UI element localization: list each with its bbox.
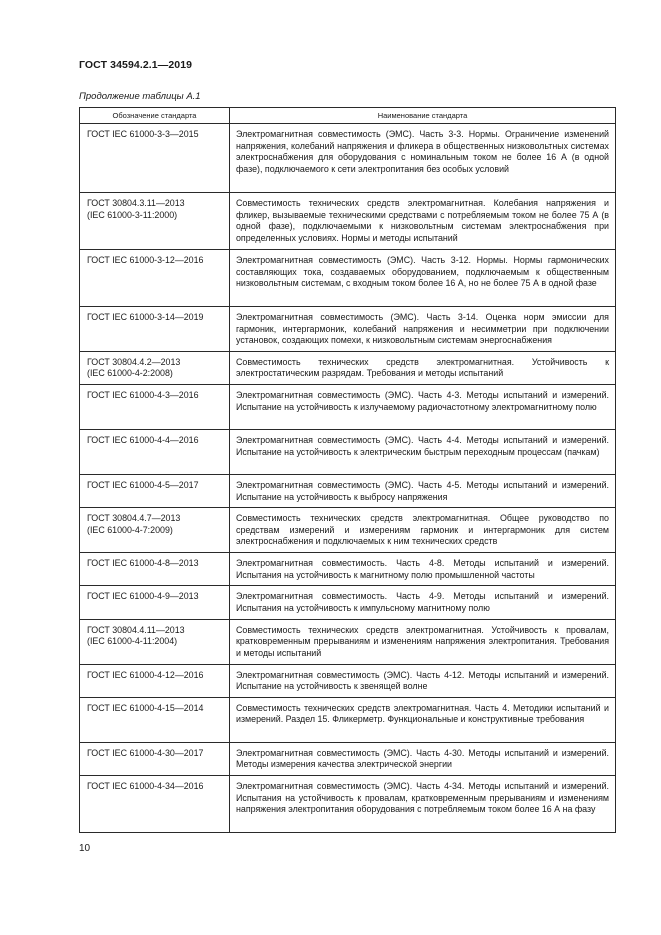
table-row [80,586,616,619]
standard-code-cell [80,508,230,553]
standard-name: Электромагнитная совместимость (ЭМС). Часть 4-5. Методы испытаний и измерений. Испытание на устойчивость к выбросу напряжения [230,474,616,507]
table-row [80,553,616,586]
standard-code: ГОСТ IEC 61000-3-14—2019 [87,312,204,322]
table-row [80,250,616,307]
table-row [80,429,616,474]
standard-name: Электромагнитная совместимость (ЭМС). Часть 4-34. Методы испытаний и измерений. Испытания на устойчивость к провалам, кратковременным прерываниям и изменениям напряжения электропитания оборудования с потребляемым током более 16 А на фазу [230,775,616,832]
standard-name: Электромагнитная совместимость (ЭМС). Часть 3-3. Нормы. Ограничение изменений напряжения, колебаний напряжения и фликера в общественных низковольтных системах электроснабжения для оборудования с номинальным током не более 16 А (в одной фазе), подключаемого к сети электропитания без особых условий [230,124,616,193]
standard-code-iec-equivalent: (IEC 61000-4-2:2008) [87,368,173,379]
page-number: 10 [79,843,91,854]
standard-code-cell [80,586,230,619]
standard-code-iec-equivalent: (IEC 61000-4-11:2004) [87,636,178,647]
column-header-name: Наименование стандарта [230,108,616,124]
standard-code: ГОСТ 30804.4.2—2013 [87,356,181,367]
standard-code: ГОСТ IEC 61000-4-4—2016 [87,434,199,445]
standard-code-cell [80,474,230,507]
standard-code: ГОСТ 30804.4.7—2013 [87,513,181,524]
standard-code-cell [80,193,230,250]
standard-code: ГОСТ IEC 61000-4-15—2014 [87,702,204,713]
standard-code: ГОСТ IEC 61000-4-5—2017 [87,479,199,490]
standard-code-cell [80,384,230,429]
standard-code-cell [80,351,230,384]
table-row [80,307,616,352]
standard-name: Совместимость технических средств электромагнитная. Устойчивость к провалам, кратковременным прерываниям и изменениям напряжения электропитания. Требования и методы испытаний [230,619,616,664]
standard-code: ГОСТ 30804.3.11—2013 [87,198,185,208]
standard-name: Электромагнитная совместимость (ЭМС). Часть 4-3. Методы испытаний и измерений. Испытание на устойчивость к излучаемому радиочастотному электромагнитному полю [230,384,616,429]
standard-code-cell [80,619,230,664]
column-header-designation: Обозначение стандарта [80,108,230,124]
standard-code: ГОСТ IEC 61000-4-12—2016 [87,669,204,680]
standard-code: ГОСТ IEC 61000-4-30—2017 [87,747,204,758]
standard-name: Электромагнитная совместимость. Часть 4-8. Методы испытаний и измерений. Испытания на устойчивость к магнитному полю промышленной частоты [230,553,616,586]
standard-code-cell [80,124,230,193]
standard-name: Электромагнитная совместимость (ЭМС). Часть 4-4. Методы испытаний и измерений. Испытание на устойчивость к электрическим быстрым переходным процессам (пачкам) [230,429,616,474]
standard-code-cell [80,742,230,775]
standard-name: Электромагнитная совместимость (ЭМС). Часть 3-12. Нормы. Нормы гармонических составляющих тока, создаваемых оборудованием, подключаемым к общественным низковольтным системам, с входным током более 16 А, но не более 75 А в одной фазе [230,250,616,307]
standard-code-cell [80,664,230,697]
table-row [80,474,616,507]
table-row [80,193,616,250]
standard-name: Совместимость технических средств электромагнитная. Колебания напряжения и фликер, вызываемые техническими средствами с потребляемым током не более 75 А (в одной фазе), подключаемыми к низковольтным системам электроснабжения при определенных условиях. Нормы и методы испытаний [230,193,616,250]
standard-code: ГОСТ IEC 61000-4-34—2016 [87,780,204,791]
table-row [80,742,616,775]
standard-name: Электромагнитная совместимость (ЭМС). Часть 4-12. Методы испытаний и измерений. Испытание на устойчивость к звенящей волне [230,664,616,697]
table-caption: Продолжение таблицы А.1 [79,91,201,102]
standard-code-cell [80,307,230,352]
standard-name: Совместимость технических средств электромагнитная. Общее руководство по средствам измерений и измерениям гармоник и интергармоник для систем электроснабжения и подключаемых к ним технических средств [230,508,616,553]
table-row [80,351,616,384]
standards-table [79,107,616,833]
standard-code: ГОСТ IEC 61000-3-3—2015 [87,129,199,139]
table-row [80,775,616,832]
document-header: ГОСТ 34594.2.1—2019 [79,59,193,71]
standard-code-iec-equivalent: (IEC 61000-3-11:2000) [87,209,178,220]
standard-code: ГОСТ 30804.4.11—2013 [87,624,185,635]
table-row [80,124,616,193]
table-row [80,508,616,553]
table-row [80,619,616,664]
standard-code-cell [80,429,230,474]
standard-code-cell [80,697,230,742]
standard-name: Электромагнитная совместимость. Часть 4-9. Методы испытаний и измерений. Испытания на устойчивость к импульсному магнитному полю [230,586,616,619]
table-header-row [80,108,616,124]
standard-code-cell [80,250,230,307]
standard-name: Совместимость технических средств электромагнитная. Устойчивость к электростатическим разрядам. Требования и методы испытаний [230,351,616,384]
standard-code-iec-equivalent: (IEC 61000-4-7:2009) [87,524,173,535]
table-row [80,384,616,429]
standard-name: Совместимость технических средств электромагнитная. Часть 4. Методики испытаний и измерений. Раздел 15. Фликерметр. Функциональные и конструктивные требования [230,697,616,742]
table-row [80,697,616,742]
table-row [80,664,616,697]
standard-code-cell [80,553,230,586]
standard-code: ГОСТ IEC 61000-3-12—2016 [87,255,204,265]
standard-code-cell [80,775,230,832]
standard-code: ГОСТ IEC 61000-4-3—2016 [87,389,199,400]
standard-code: ГОСТ IEC 61000-4-8—2013 [87,558,199,569]
standard-code: ГОСТ IEC 61000-4-9—2013 [87,591,199,602]
standard-name: Электромагнитная совместимость (ЭМС). Часть 3-14. Оценка норм эмиссии для гармоник, интергармоник, колебаний напряжения и несимметрии при подключении установок, создающих помехи, к низковольтным системам энергоснабжения [230,307,616,352]
standard-name: Электромагнитная совместимость (ЭМС). Часть 4-30. Методы испытаний и измерений. Методы измерения качества электрической энергии [230,742,616,775]
